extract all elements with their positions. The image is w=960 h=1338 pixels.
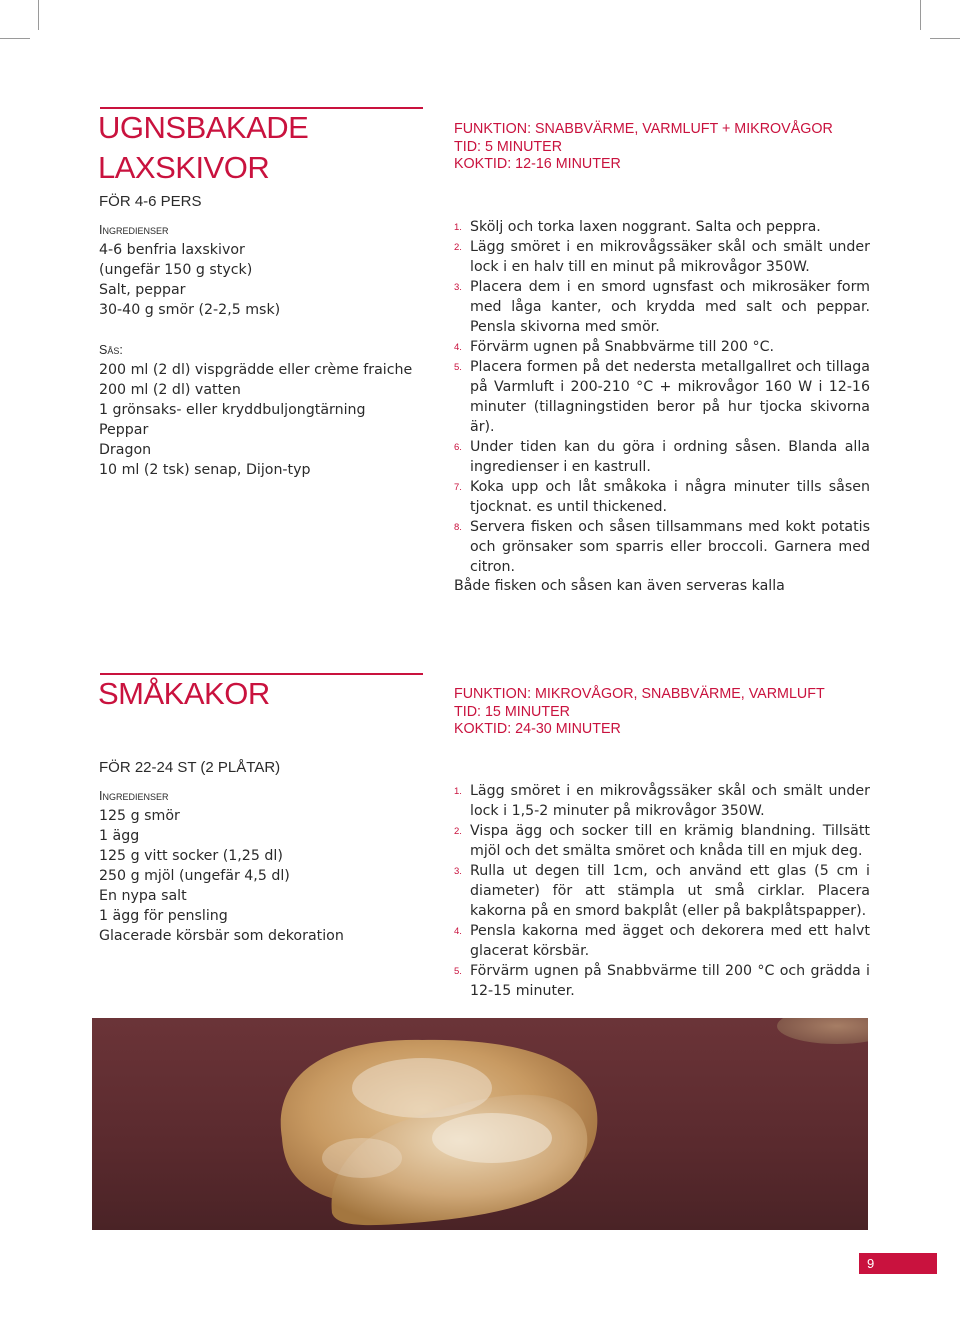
ingredient-line: 1 grönsaks- eller kryddbuljongtärning bbox=[99, 402, 366, 418]
step-number: 2. bbox=[454, 826, 462, 837]
recipe1-steps bbox=[454, 217, 870, 577]
step-number: 1. bbox=[454, 222, 462, 233]
step-item bbox=[454, 517, 870, 577]
step-text: Skölj och torka laxen noggrant. Salta och peppra. bbox=[470, 219, 821, 235]
step-text: Placera dem i en smord ugnsfast och mikrosäker form med låga kanter, och krydda med salt och peppar. Pensla skivorna med smör. bbox=[470, 279, 870, 335]
step-text: Förvärm ugnen på Snabbvärme till 200 °C och grädda i 12-15 minuter. bbox=[470, 963, 870, 999]
ingredient-line: Dragon bbox=[99, 442, 152, 458]
step-text: Servera fisken och såsen tillsammans med kokt potatis och grönsaker som sparris eller broccoli. Garnera med citron. bbox=[470, 519, 870, 575]
recipe1-time: TID: 5 MINUTER bbox=[454, 138, 563, 155]
step-text: Lägg smöret i en mikrovågssäker skål och smält under lock i 1,5-2 minuter på mikrovågor 350W. bbox=[470, 783, 870, 819]
recipe1-cooktime: KOKTID: 12-16 MINUTER bbox=[454, 156, 621, 172]
step-item bbox=[454, 237, 870, 277]
recipe2-serves: FÖR 22-24 ST (2 PLÅTAR) bbox=[99, 759, 281, 776]
ingredient-line: (ungefär 150 g styck) bbox=[99, 262, 253, 278]
ingredient-line: Salt, peppar bbox=[99, 282, 186, 298]
step-number: 4. bbox=[454, 926, 462, 937]
step-text: Vispa ägg och socker till en krämig blandning. Tillsätt mjöl och det smälta smöret och knåda till en mjuk deg. bbox=[470, 823, 870, 859]
step-number: 7. bbox=[454, 482, 462, 493]
step-item bbox=[454, 821, 870, 861]
step-number: 2. bbox=[454, 242, 462, 253]
ingredient-line: 4-6 benfria laxskivor bbox=[99, 242, 245, 258]
crop-mark bbox=[920, 0, 921, 30]
step-number: 4. bbox=[454, 342, 462, 353]
recipe1-function: FUNKTION: SNABBVÄRME, VARMLUFT + MIKROVÅGOR bbox=[454, 121, 833, 137]
recipe2-function: FUNKTION: MIKROVÅGOR, SNABBVÄRME, VARMLUFT bbox=[454, 686, 825, 702]
crop-mark bbox=[0, 38, 30, 39]
step-item bbox=[454, 861, 870, 921]
recipe2-steps bbox=[454, 781, 870, 1001]
sauce-heading: Sås: bbox=[99, 343, 123, 357]
recipe1-ingredients bbox=[99, 220, 429, 480]
recipe2-meta bbox=[454, 686, 825, 739]
recipe2-cooktime: KOKTID: 24-30 MINUTER bbox=[454, 721, 621, 737]
ingredient-line: 10 ml (2 tsk) senap, Dijon-typ bbox=[99, 462, 311, 478]
step-number: 5. bbox=[454, 362, 462, 373]
recipe1-note: Både fisken och såsen kan även serveras kalla bbox=[454, 578, 785, 594]
step-item bbox=[454, 477, 870, 517]
ingredient-line: 1 ägg för pensling bbox=[99, 908, 228, 924]
step-item bbox=[454, 781, 870, 821]
recipe1-title-line2: LAXSKIVOR bbox=[98, 150, 270, 185]
step-number: 3. bbox=[454, 282, 462, 293]
step-text: Koka upp och låt småkoka i några minuter tills såsen tjocknat. es until thickened. bbox=[470, 479, 870, 515]
ingredient-line: 1 ägg bbox=[99, 828, 140, 844]
ingredient-line: Peppar bbox=[99, 422, 149, 438]
step-item bbox=[454, 921, 870, 961]
step-item bbox=[454, 357, 870, 437]
ingredient-line: 200 ml (2 dl) vispgrädde eller crème fraiche bbox=[99, 362, 413, 378]
recipe1-title bbox=[98, 108, 308, 188]
page-number: 9 bbox=[859, 1253, 937, 1274]
step-item bbox=[454, 217, 870, 237]
step-text: Pensla kakorna med ägget och dekorera med ett halvt glacerat körsbär. bbox=[470, 923, 870, 959]
step-item bbox=[454, 437, 870, 477]
crop-mark bbox=[930, 38, 960, 39]
ingredient-line: Glacerade körsbär som dekoration bbox=[99, 928, 344, 944]
crop-mark bbox=[38, 0, 39, 30]
ingredient-line: 200 ml (2 dl) vatten bbox=[99, 382, 241, 398]
recipe2-title: SMÅKAKOR bbox=[98, 676, 270, 711]
step-number: 1. bbox=[454, 786, 462, 797]
recipe2-ingredients bbox=[99, 786, 429, 946]
step-number: 5. bbox=[454, 966, 462, 977]
spacer bbox=[99, 320, 429, 340]
step-text: Förvärm ugnen på Snabbvärme till 200 °C. bbox=[470, 339, 775, 355]
step-text: Under tiden kan du göra i ordning såsen. Blanda alla ingredienser i en kastrull. bbox=[470, 439, 870, 475]
step-number: 8. bbox=[454, 522, 462, 533]
recipe2-time: TID: 15 MINUTER bbox=[454, 703, 570, 720]
ingredient-line: En nypa salt bbox=[99, 888, 187, 904]
ingredient-line: 30-40 g smör (2-2,5 msk) bbox=[99, 302, 281, 318]
step-item bbox=[454, 337, 870, 357]
ingredients-heading: Ingredienser bbox=[99, 223, 169, 237]
cookie-photo bbox=[92, 1018, 868, 1230]
step-text: Lägg smöret i en mikrovågssäker skål och smält under lock i en halv till en minut på mikrovågor 350W. bbox=[470, 239, 870, 275]
ingredient-line: 250 g mjöl (ungefär 4,5 dl) bbox=[99, 868, 290, 884]
ingredient-line: 125 g vitt socker (1,25 dl) bbox=[99, 848, 283, 864]
ingredient-line: 125 g smör bbox=[99, 808, 180, 824]
step-number: 6. bbox=[454, 442, 462, 453]
step-number: 3. bbox=[454, 866, 462, 877]
ingredients-heading: Ingredienser bbox=[99, 789, 169, 803]
recipe1-serves: FÖR 4-6 PERS bbox=[99, 193, 202, 210]
recipe1-meta bbox=[454, 121, 833, 174]
recipe1-title-line1: UGNSBAKADE bbox=[98, 110, 309, 145]
step-item bbox=[454, 961, 870, 1001]
step-text: Placera formen på det nedersta metallgallret och tillaga på Varmluft i 200-210 °C + mikrovågor 160 W i 12-16 minuter (tillagningstiden beror på hur tjocka skivorna är). bbox=[470, 359, 870, 435]
step-text: Rulla ut degen till 1cm, och använd ett glas (5 cm i diameter) för att stämpla ut små cirklar. Placera kakorna på en smord bakplåt (eller på bakplåtspapper). bbox=[470, 863, 870, 919]
step-item bbox=[454, 277, 870, 337]
